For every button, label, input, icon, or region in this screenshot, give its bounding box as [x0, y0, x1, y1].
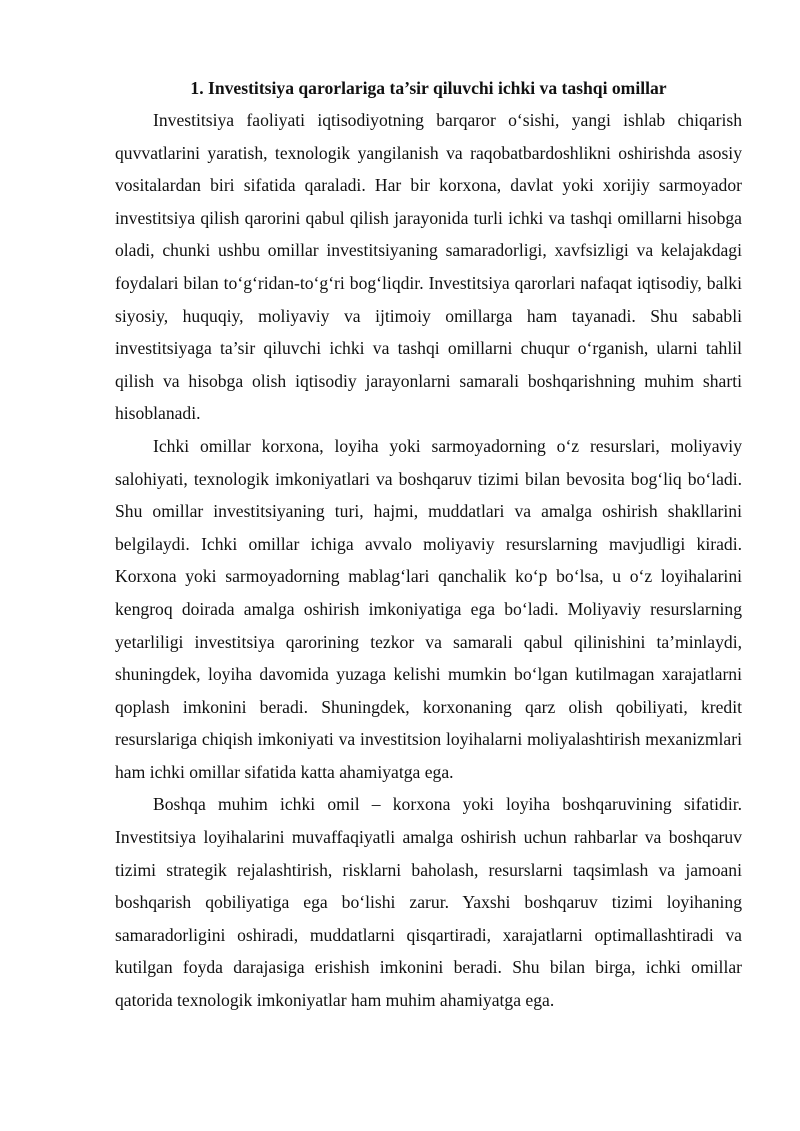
paragraph-intro: Investitsiya faoliyati iqtisodiyotning barqaror o‘sishi, yangi ishlab chiqarish quvvatlarini yaratish, texnologik yangilanish va raqobatbardoshlikni oshirishda asosiy vositalardan biri sifatida qaraladi. Har bir korxona, davlat yoki xorijiy sarmoyador investitsiya qilish qarorini qabul qilish jarayonida turli ichki va tashqi omillarni hisobga oladi, chunki ushbu omillar investitsiyaning samaradorligi, xavfsizligi va kelajakdagi foydalari bilan to‘g‘ridan-to‘g‘ri bog‘liqdir. Investitsiya qarorlari nafaqat iqtisodiy, balki siyosiy, huquqiy, moliyaviy va ijtimoiy omillarga ham tayanadi. Shu sababli investitsiyaga ta’sir qiluvchi ichki va tashqi omillarni chuqur o‘rganish, ularni tahlil qilish va hisobga olish iqtisodiy jarayonlarni samarali boshqarishning muhim sharti hisoblanadi.	[115, 110, 742, 424]
paragraph-internal-factors: Ichki omillar korxona, loyiha yoki sarmoyadorning o‘z resurslari, moliyaviy salohiyati, texnologik imkoniyatlari va boshqaruv tizimi bilan bevosita bog‘liq bo‘ladi. Shu omillar investitsiyaning turi, hajmi, muddatlari va amalga oshirish shakllarini belgilaydi. Ichki omillar ichiga avvalo moliyaviy resurslarning mavjudligi kiradi. Korxona yoki sarmoyadorning mablag‘lari qanchalik ko‘p bo‘lsa, u o‘z loyihalarini kengroq doirada amalga oshirish imkoniyatiga ega bo‘ladi. Moliyaviy resurslarning yetarliligi investitsiya qarorining tezkor va samarali qabul qilinishini ta’minlaydi, shuningdek, loyiha davomida yuzaga kelishi mumkin bo‘lgan kutilmagan xarajatlarni qoplash imkonini beradi. Shuningdek, korxonaning qarz olish qobiliyati, kredit resurslariga chiqish imkoniyati va investitsion loyihalarni moliyalashtirish mexanizmlari ham ichki omillar sifatida katta ahamiyatga ega.	[115, 435, 742, 782]
section-heading: 1. Investitsiya qarorlariga ta’sir qiluvchi ichki va tashqi omillar	[190, 78, 667, 98]
document-page	[115, 72, 742, 1017]
paragraph-management-quality: Boshqa muhim ichki omil – korxona yoki loyiha boshqaruvining sifatidir. Investitsiya loyihalarini muvaffaqiyatli amalga oshirish uchun rahbarlar va boshqaruv tizimi strategik rejalashtirish, risklarni baholash, resurslarni taqsimlash va jamoani boshqarish qobiliyatiga ega bo‘lishi zarur. Yaxshi boshqaruv tizimi loyihaning samaradorligini oshiradi, muddatlarni qisqartiradi, xarajatlarni optimallashtiradi va kutilgan foyda darajasiga erishish imkonini beradi. Shu bilan birga, ichki omillar qatorida texnologik imkoniyatlar ham muhim ahamiyatga ega.	[115, 794, 742, 1011]
